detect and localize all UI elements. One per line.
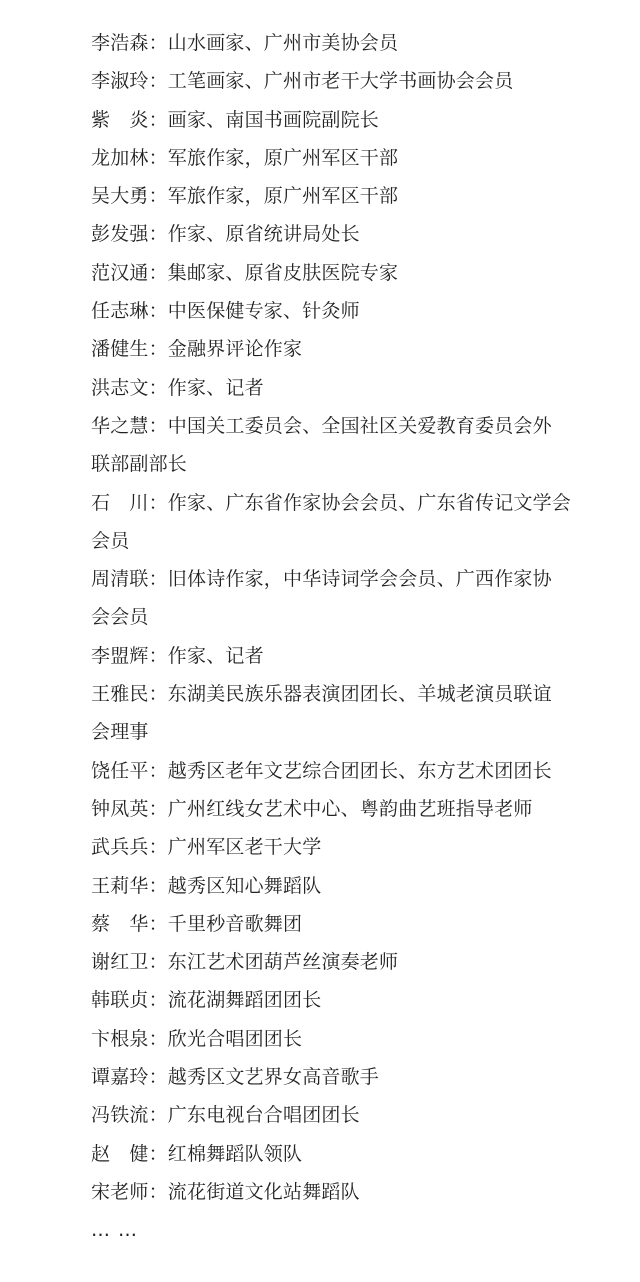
list-line: 李浩森：山水画家、广州市美协会员 [91,32,399,54]
list-line: 李盟辉：作家、记者 [91,644,264,667]
list-line-continuation: 会理事 [91,721,149,744]
list-line: 饶任平：越秀区老年文艺综合团团长、东方艺术团团长 [91,759,552,782]
list-line: 谭嘉玲：越秀区文艺界女高音歌手 [91,1066,380,1089]
list-line: 谢红卫：东江艺术团葫芦丝演奏老师 [91,951,399,974]
list-line: 武兵兵：广州军区老干大学 [91,836,322,859]
list-line: 紫 炎：画家、南国书画院副院长 [91,108,380,131]
list-line: 任志琳：中医保健专家、针灸师 [91,300,360,323]
list-line: 韩联贞：流花湖舞蹈团团长 [91,989,322,1012]
list-line: 王雅民：东湖美民族乐器表演团团长、羊城老演员联谊 [91,683,552,706]
list-line: 彭发强：作家、原省统讲局处长 [91,223,360,246]
ellipsis: … … [91,1219,139,1242]
list-line: 赵 健：红棉舞蹈队领队 [91,1142,303,1165]
list-line: 石 川：作家、广东省作家协会会员、广东省传记文学会 [91,491,572,514]
member-list [91,24,571,1250]
list-line: 华之慧：中国关工委员会、全国社区关爱教育委员会外 [91,414,552,437]
list-line: 龙加林：军旅作家，原广州军区干部 [91,146,399,169]
list-line-continuation: 会员 [91,529,130,552]
list-line: 范汉通：集邮家、原省皮肤医院专家 [91,261,399,284]
list-line: 李淑玲：工笔画家、广州市老干大学书画协会会员 [91,70,514,93]
list-line-continuation: 联部副部长 [91,453,188,476]
list-line: 钟凤英：广州红线女艺术中心、粤韵曲艺班指导老师 [91,797,533,820]
list-line-continuation: 会会员 [91,606,149,629]
list-line: 王莉华：越秀区知心舞蹈队 [91,874,322,897]
list-line: 周清联：旧体诗作家，中华诗词学会会员、广西作家协 [91,568,552,591]
list-line: 潘健生：金融界评论作家 [91,338,303,361]
list-line: 洪志文：作家、记者 [91,376,264,399]
list-line: 吴大勇：军旅作家，原广州军区干部 [91,185,399,208]
list-line: 卞根泉：欣光合唱团团长 [91,1027,303,1050]
list-line: 宋老师：流花街道文化站舞蹈队 [91,1180,360,1203]
list-line: 蔡 华：千里秒音歌舞团 [91,912,303,935]
list-line: 冯铁流：广东电视台合唱团团长 [91,1104,360,1127]
